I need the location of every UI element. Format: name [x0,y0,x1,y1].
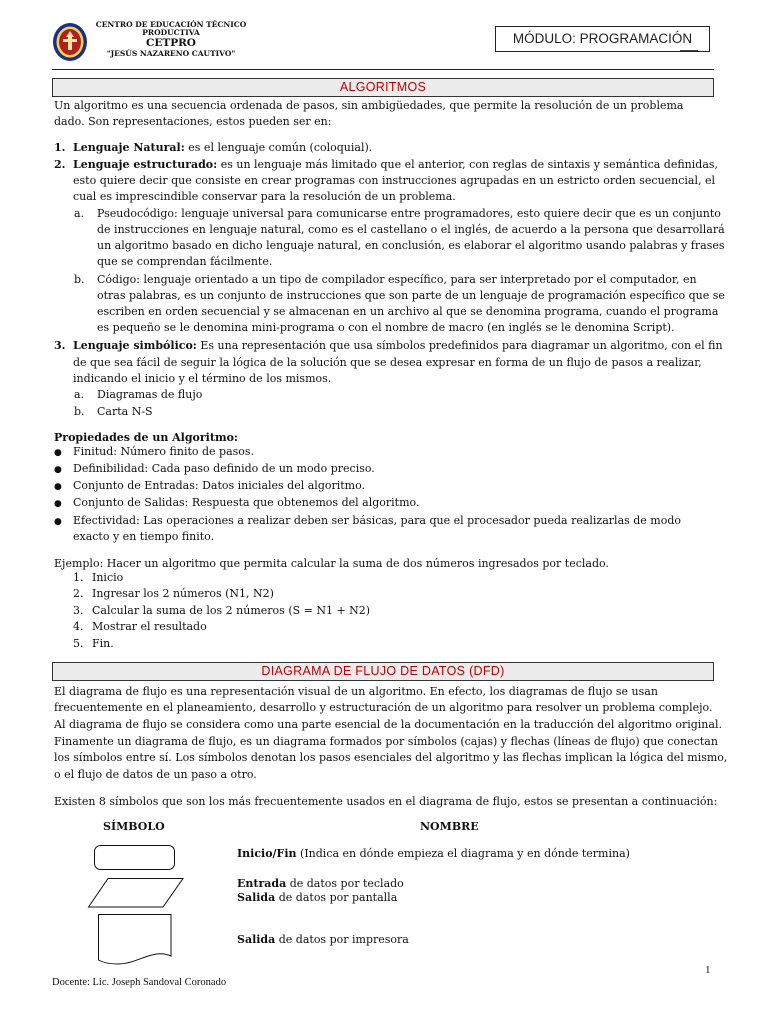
list-item-2-text: es un lenguaje más limitado que el anterior, con reglas de sintaxis y semántica definidas, [217,158,719,171]
page-number: 1 [705,964,711,976]
property-5-cont: exacto y en tiempo finito. [73,530,215,543]
dfd-line-1: El diagrama de flujo es una representación visual de un algoritmo. En efecto, los diagramas de flujo se usan [54,685,658,698]
column-header-name: NOMBRE [420,820,479,833]
list-number-3: 3. [54,339,66,352]
list-item-2-label: Lenguaje estructurado: [73,158,218,171]
list-item-2-line-3: cual es imprescindible conservar para la resolución de un problema. [73,190,456,203]
example-step-num-1: 1. [73,571,84,584]
sublist-2a-line-2: de instrucciones en lenguaje natural, como es el castellano o el inglés, de acuerdo a la persona que desarrollará [97,223,725,236]
sublist-letter-3b: b. [74,405,85,418]
sublist-2b-line-1: Código: lenguaje orientado a un tipo de compilador específico, para ser interpretado por el computador, en [97,273,697,286]
list-number-2: 2. [54,158,66,171]
dfd-line-4: Finamente un diagrama de flujo, es un diagrama formados por símbolos (cajas) y flechas (líneas de flujo) que conectan [54,735,718,748]
bullet-3: ● [54,482,62,492]
property-2: Definibilidad: Cada paso definido de un modo preciso. [73,462,375,475]
property-4: Conjunto de Salidas: Respuesta que obtenemos del algoritmo. [73,496,420,509]
property-1: Finitud: Número finito de pasos. [73,445,255,458]
dfd-line-5: los símbolos entre sí. Los símbolos denotan los pasos esenciales del algoritmo y las flechas implican la lógica del mismo, [54,751,728,764]
symbol-name-2b-text: de datos por pantalla [275,891,398,904]
example-step-num-3: 3. [73,604,84,617]
example-step-1: Inicio [92,571,124,584]
footer-teacher: Docente: Lic. Joseph Sandoval Coronado [52,977,227,988]
symbol-name-2a-text: de datos por teclado [286,877,404,890]
list-item-2-line-2: esto quiere decir que consiste en crear programas con instrucciones agrupadas en un estricto orden secuencial, el [73,174,716,187]
symbol-name-3 [237,932,409,949]
sublist-2b-line-3: escriben en orden secuencial y se almacenan en un archivo al que se denomina programa, cuando el programa [97,305,719,318]
school-logo-icon [52,22,88,62]
sublist-2b-line-2: otras palabras, es un conjunto de instrucciones que son parte de un lenguaje de programación específico que se [97,289,725,302]
property-3: Conjunto de Entradas: Datos iniciales del algoritmo. [73,479,366,492]
input-output-symbol-icon [88,878,184,908]
example-step-num-5: 5. [73,637,84,650]
institution-line-2: PRODUCTIVA [142,27,200,37]
symbol-name-1-bold: Inicio/Fin [237,847,297,860]
dfd-line-2: frecuentemente en el planeamiento, desarrollo y estructuración de un algoritmo para resolver un problema complejo. [54,701,713,714]
list-number-1: 1. [54,141,66,154]
example-intro: Ejemplo: Hacer un algoritmo que permita calcular la suma de dos números ingresados por teclado. [54,557,609,570]
example-step-num-2: 2. [73,587,84,600]
module-box: MÓDULO: PROGRAMACIÓN [495,26,710,52]
header-divider [52,69,714,70]
bullet-5: ● [54,517,62,527]
terminal-symbol-icon [94,845,176,871]
symbol-name-3-bold: Salida [237,933,276,946]
symbol-name-2b-bold: Salida [237,891,276,904]
sublist-2a-line-4: que se comprendan fácilmente. [97,255,273,268]
symbol-name-2b [237,890,397,907]
intro-line-2: dado. Son representaciones, estos pueden ser en: [54,115,332,128]
intro-line-1: Un algoritmo es una secuencia ordenada de pasos, sin ambigüedades, que permite la resolución de un problema [54,99,684,112]
sublist-letter-2a: a. [74,207,85,220]
symbols-intro: Existen 8 símbolos que son los más frecuentemente usados en el diagrama de flujo, estos se presentan a continuación: [54,795,718,808]
module-underline [680,50,698,51]
list-item-3-text: Es una representación que usa símbolos predefinidos para diagramar un algoritmo, con el fin [196,339,723,352]
dfd-line-6: o el flujo de datos de un paso a otro. [54,768,257,781]
list-item-1-text: es el lenguaje común (coloquial). [184,141,373,154]
example-step-3: Calcular la suma de los 2 números (S = N1 + N2) [92,604,371,617]
institution-line-1: CENTRO DE EDUCACIÓN TÉCNICO [95,20,247,29]
list-item-3-line-1 [73,338,723,355]
document-symbol-icon [98,914,172,966]
institution-line-3: CETPRO [146,36,196,49]
sublist-letter-2b: b. [74,273,85,286]
example-step-4: Mostrar el resultado [92,620,207,633]
sublist-letter-3a: a. [74,388,85,401]
example-step-5: Fin. [92,637,114,650]
properties-title: Propiedades de un Algoritmo: [54,431,238,444]
section-title-dfd: DIAGRAMA DE FLUJO DE DATOS (DFD) [52,662,714,681]
bullet-2: ● [54,465,62,475]
institution-name [86,21,256,58]
symbol-name-1-text: (Indica en dónde empieza el diagrama y en dónde termina) [296,847,630,860]
sublist-2a-line-3: un algoritmo basado en dicho lenguaje natural, en conclusión, es elaborar el algoritmo usando palabras y frases [97,239,725,252]
example-step-2: Ingresar los 2 números (N1, N2) [92,587,274,600]
property-5: Efectividad: Las operaciones a realizar deben ser básicas, para que el procesador pueda realizarlas de modo [73,514,682,527]
symbol-name-1 [237,846,630,863]
list-item-2-line-1 [73,157,718,174]
list-item-1 [73,140,372,157]
list-item-1-label: Lenguaje Natural: [73,141,185,154]
list-item-3-label: Lenguaje simbólico: [73,339,197,352]
column-header-symbol: SÍMBOLO [103,820,165,833]
symbol-name-3-text: de datos por impresora [275,933,409,946]
sublist-2b-line-4: es pequeño se le denomina mini-programa o con el nombre de macro (en inglés se le denomina Script). [97,321,675,334]
list-item-3-line-2: de que sea fácil de seguir la lógica de la solución que se desea expresar en forma de un flujo de pasos a realizar, [73,356,702,369]
symbol-name-2a-bold: Entrada [237,877,287,890]
section-title-algoritmos: ALGORITMOS [52,78,714,97]
institution-line-4: "JESÚS NAZARENO CAUTIVO" [106,48,236,58]
sublist-3b: Carta N-S [97,405,153,418]
bullet-1: ● [54,448,62,458]
list-item-3-line-3: indicando el inicio y el término de los mismos. [73,372,332,385]
example-step-num-4: 4. [73,620,84,633]
sublist-3a: Diagramas de flujo [97,388,203,401]
dfd-line-3: Al diagrama de flujo se considera como una parte esencial de la documentación en la traducción del algoritmo original. [54,718,722,731]
sublist-2a-line-1: Pseudocódigo: lenguaje universal para comunicarse entre programadores, esto quiere decir que es un conjunto [97,207,721,220]
bullet-4: ● [54,499,62,509]
